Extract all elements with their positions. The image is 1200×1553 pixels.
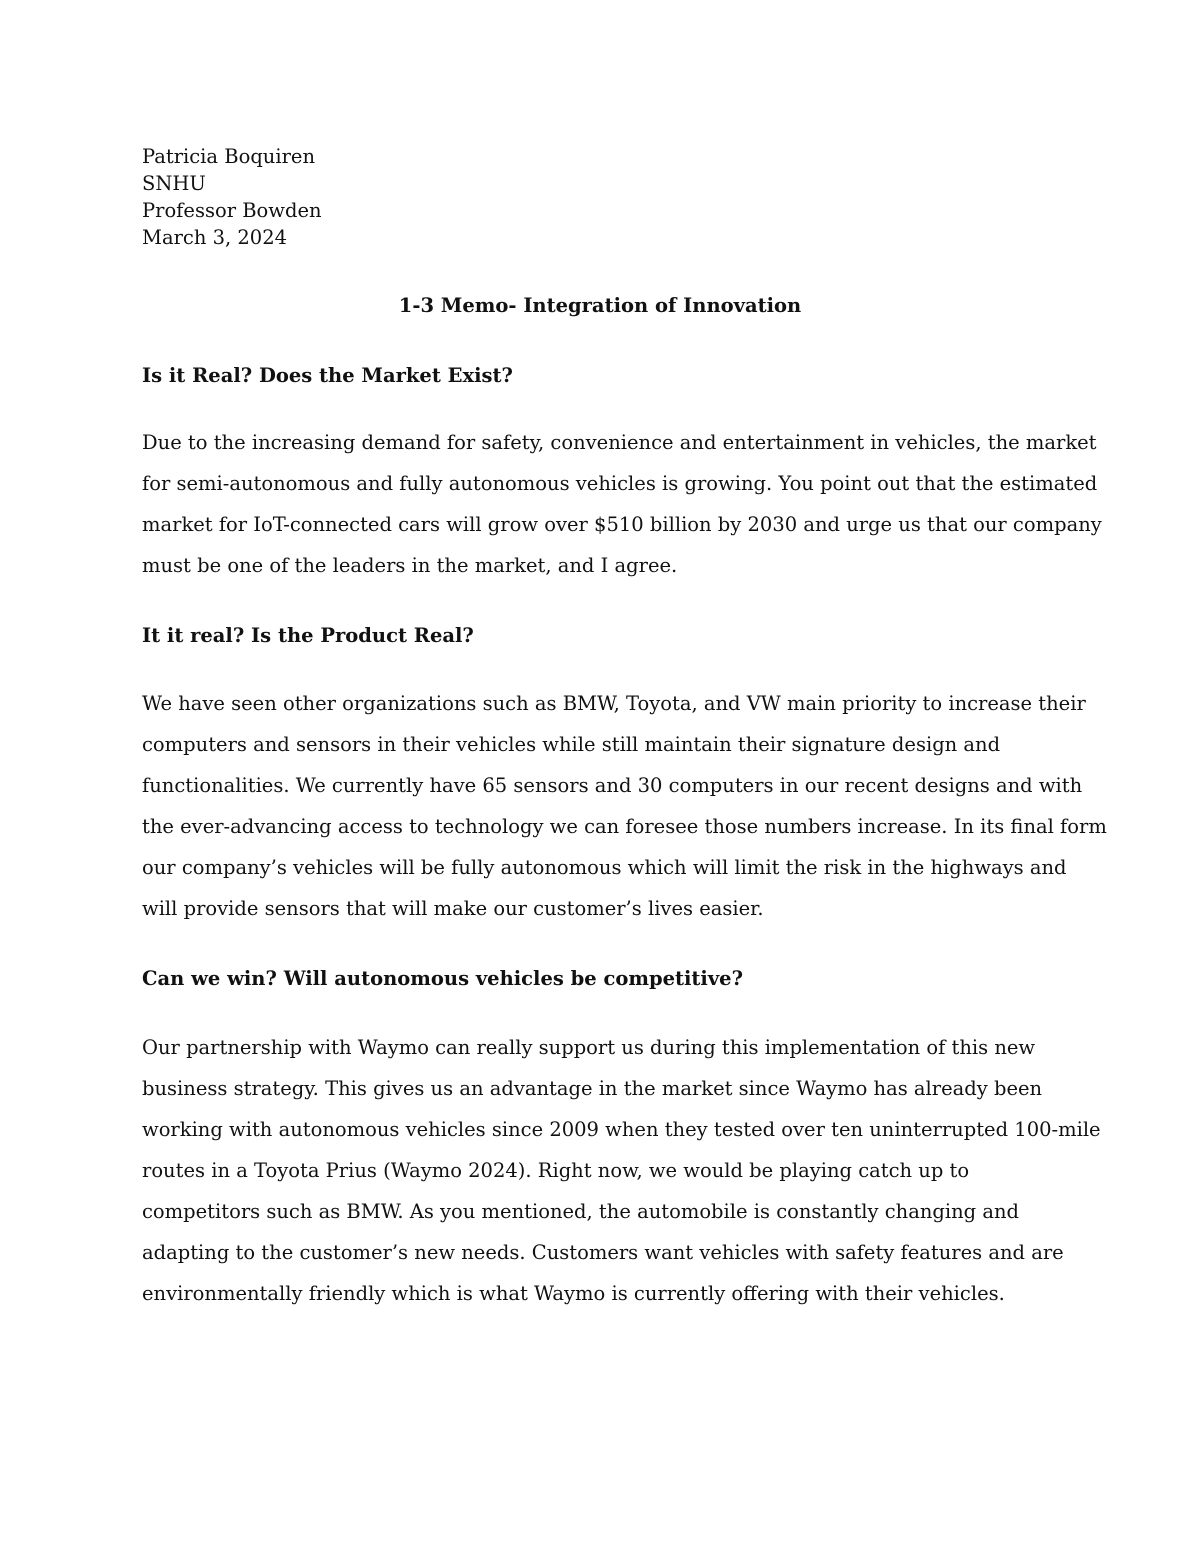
paragraph-line: Our partnership with Waymo can really support us during this implementation of this new — [142, 1036, 1036, 1059]
paragraph-line: market for IoT-connected cars will grow over $510 billion by 2030 and urge us that our company — [142, 513, 1102, 536]
section-heading-competitive: Can we win? Will autonomous vehicles be competitive? — [142, 967, 744, 990]
paragraph-line: must be one of the leaders in the market, and I agree. — [142, 554, 678, 577]
paragraph-line: Due to the increasing demand for safety, convenience and entertainment in vehicles, the market — [142, 431, 1097, 454]
paragraph-line: our company’s vehicles will be fully autonomous which will limit the risk in the highways and — [142, 856, 1067, 879]
paragraph-line: routes in a Toyota Prius (Waymo 2024). Right now, we would be playing catch up to — [142, 1159, 970, 1182]
paragraph-line: business strategy. This gives us an advantage in the market since Waymo has already been — [142, 1077, 1043, 1100]
paragraph-line: We have seen other organizations such as BMW, Toyota, and VW main priority to increase their — [142, 692, 1086, 715]
paragraph-line: environmentally friendly which is what Waymo is currently offering with their vehicles. — [142, 1282, 1005, 1305]
paragraph-line: adapting to the customer’s new needs. Customers want vehicles with safety features and are — [142, 1241, 1064, 1264]
professor-name: Professor Bowden — [142, 199, 322, 222]
paragraph-line: the ever-advancing access to technology we can foresee those numbers increase. In its final form — [142, 815, 1107, 838]
institution-name: SNHU — [142, 172, 206, 195]
author-name: Patricia Boquiren — [142, 145, 316, 168]
section-paragraph-market — [142, 429, 1102, 593]
paragraph-line: competitors such as BMW. As you mentioned, the automobile is constantly changing and — [142, 1200, 1020, 1223]
section-heading-product: It it real? Is the Product Real? — [142, 624, 474, 647]
section-paragraph-competitive — [142, 1034, 1101, 1321]
memo-header — [142, 143, 842, 251]
paragraph-line: working with autonomous vehicles since 2009 when they tested over ten uninterrupted 100-mile — [142, 1118, 1101, 1141]
section-paragraph-product — [142, 690, 1107, 936]
paragraph-line: will provide sensors that will make our customer’s lives easier. — [142, 897, 764, 920]
paragraph-line: computers and sensors in their vehicles while still maintain their signature design and — [142, 733, 1001, 756]
memo-date: March 3, 2024 — [142, 226, 288, 249]
paragraph-line: functionalities. We currently have 65 sensors and 30 computers in our recent designs and with — [142, 774, 1083, 797]
section-heading-market: Is it Real? Does the Market Exist? — [142, 364, 513, 387]
memo-title: 1-3 Memo- Integration of Innovation — [398, 294, 802, 317]
paragraph-line: for semi-autonomous and fully autonomous vehicles is growing. You point out that the estimated — [142, 472, 1098, 495]
